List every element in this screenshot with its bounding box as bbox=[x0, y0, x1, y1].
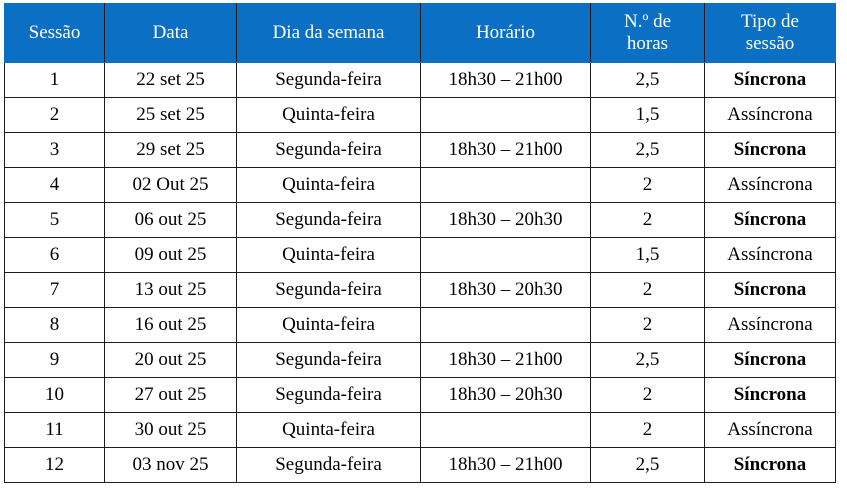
session-schedule-table bbox=[4, 3, 836, 483]
header-numero-de-horas: N.º de horas bbox=[591, 4, 705, 63]
cell-horario: 18h30 – 20h30 bbox=[421, 273, 591, 308]
cell-data: 02 Out 25 bbox=[105, 168, 237, 203]
header-tipo-de-sessao: Tipo de sessão bbox=[705, 4, 836, 63]
cell-data: 06 out 25 bbox=[105, 203, 237, 238]
cell-numero-de-horas: 2,5 bbox=[591, 133, 705, 168]
cell-dia-da-semana: Quinta-feira bbox=[237, 308, 421, 343]
cell-horario: 18h30 – 21h00 bbox=[421, 343, 591, 378]
cell-dia-da-semana: Segunda-feira bbox=[237, 343, 421, 378]
cell-tipo-de-sessao: Assíncrona bbox=[705, 413, 836, 448]
cell-numero-de-horas: 2 bbox=[591, 203, 705, 238]
cell-sessao: 9 bbox=[5, 343, 105, 378]
cell-data: 29 set 25 bbox=[105, 133, 237, 168]
table-row bbox=[5, 168, 836, 203]
cell-horario: 18h30 – 20h30 bbox=[421, 378, 591, 413]
table-row bbox=[5, 448, 836, 483]
cell-numero-de-horas: 2 bbox=[591, 273, 705, 308]
cell-dia-da-semana: Quinta-feira bbox=[237, 238, 421, 273]
table-row bbox=[5, 133, 836, 168]
cell-data: 25 set 25 bbox=[105, 98, 237, 133]
cell-data: 30 out 25 bbox=[105, 413, 237, 448]
header-horario: Horário bbox=[421, 4, 591, 63]
table-row bbox=[5, 238, 836, 273]
cell-numero-de-horas: 1,5 bbox=[591, 238, 705, 273]
cell-numero-de-horas: 2 bbox=[591, 168, 705, 203]
cell-horario bbox=[421, 308, 591, 343]
table-row bbox=[5, 308, 836, 343]
cell-horario: 18h30 – 21h00 bbox=[421, 133, 591, 168]
cell-tipo-de-sessao: Síncrona bbox=[705, 133, 836, 168]
cell-dia-da-semana: Segunda-feira bbox=[237, 203, 421, 238]
cell-horario bbox=[421, 413, 591, 448]
cell-data: 03 nov 25 bbox=[105, 448, 237, 483]
header-sessao: Sessão bbox=[5, 4, 105, 63]
cell-tipo-de-sessao: Assíncrona bbox=[705, 98, 836, 133]
cell-tipo-de-sessao: Assíncrona bbox=[705, 238, 836, 273]
cell-dia-da-semana: Segunda-feira bbox=[237, 133, 421, 168]
cell-numero-de-horas: 2,5 bbox=[591, 63, 705, 98]
cell-tipo-de-sessao: Síncrona bbox=[705, 378, 836, 413]
cell-numero-de-horas: 2,5 bbox=[591, 448, 705, 483]
cell-dia-da-semana: Segunda-feira bbox=[237, 448, 421, 483]
cell-dia-da-semana: Quinta-feira bbox=[237, 413, 421, 448]
cell-tipo-de-sessao: Assíncrona bbox=[705, 168, 836, 203]
cell-data: 20 out 25 bbox=[105, 343, 237, 378]
cell-sessao: 6 bbox=[5, 238, 105, 273]
table-row bbox=[5, 203, 836, 238]
table-row bbox=[5, 98, 836, 133]
cell-horario: 18h30 – 21h00 bbox=[421, 448, 591, 483]
cell-horario bbox=[421, 238, 591, 273]
cell-data: 16 out 25 bbox=[105, 308, 237, 343]
cell-numero-de-horas: 2 bbox=[591, 378, 705, 413]
cell-dia-da-semana: Quinta-feira bbox=[237, 168, 421, 203]
cell-tipo-de-sessao: Síncrona bbox=[705, 63, 836, 98]
cell-data: 27 out 25 bbox=[105, 378, 237, 413]
cell-horario bbox=[421, 168, 591, 203]
cell-horario: 18h30 – 21h00 bbox=[421, 63, 591, 98]
cell-dia-da-semana: Quinta-feira bbox=[237, 98, 421, 133]
cell-sessao: 1 bbox=[5, 63, 105, 98]
cell-sessao: 2 bbox=[5, 98, 105, 133]
table-row bbox=[5, 273, 836, 308]
cell-data: 13 out 25 bbox=[105, 273, 237, 308]
cell-tipo-de-sessao: Síncrona bbox=[705, 343, 836, 378]
header-data: Data bbox=[105, 4, 237, 63]
cell-numero-de-horas: 2 bbox=[591, 308, 705, 343]
table-row bbox=[5, 63, 836, 98]
table-header-row bbox=[5, 4, 836, 63]
cell-tipo-de-sessao: Síncrona bbox=[705, 448, 836, 483]
cell-sessao: 5 bbox=[5, 203, 105, 238]
cell-data: 22 set 25 bbox=[105, 63, 237, 98]
cell-sessao: 3 bbox=[5, 133, 105, 168]
cell-sessao: 11 bbox=[5, 413, 105, 448]
cell-data: 09 out 25 bbox=[105, 238, 237, 273]
cell-tipo-de-sessao: Assíncrona bbox=[705, 308, 836, 343]
cell-sessao: 12 bbox=[5, 448, 105, 483]
cell-dia-da-semana: Segunda-feira bbox=[237, 378, 421, 413]
table-row bbox=[5, 413, 836, 448]
cell-sessao: 4 bbox=[5, 168, 105, 203]
table-row bbox=[5, 343, 836, 378]
cell-tipo-de-sessao: Síncrona bbox=[705, 273, 836, 308]
cell-numero-de-horas: 2,5 bbox=[591, 343, 705, 378]
cell-sessao: 7 bbox=[5, 273, 105, 308]
cell-tipo-de-sessao: Síncrona bbox=[705, 203, 836, 238]
table-row bbox=[5, 378, 836, 413]
cell-numero-de-horas: 2 bbox=[591, 413, 705, 448]
cell-dia-da-semana: Segunda-feira bbox=[237, 273, 421, 308]
cell-horario: 18h30 – 20h30 bbox=[421, 203, 591, 238]
cell-horario bbox=[421, 98, 591, 133]
cell-sessao: 10 bbox=[5, 378, 105, 413]
table-body bbox=[5, 63, 836, 483]
header-dia-da-semana: Dia da semana bbox=[237, 4, 421, 63]
cell-dia-da-semana: Segunda-feira bbox=[237, 63, 421, 98]
cell-numero-de-horas: 1,5 bbox=[591, 98, 705, 133]
cell-sessao: 8 bbox=[5, 308, 105, 343]
